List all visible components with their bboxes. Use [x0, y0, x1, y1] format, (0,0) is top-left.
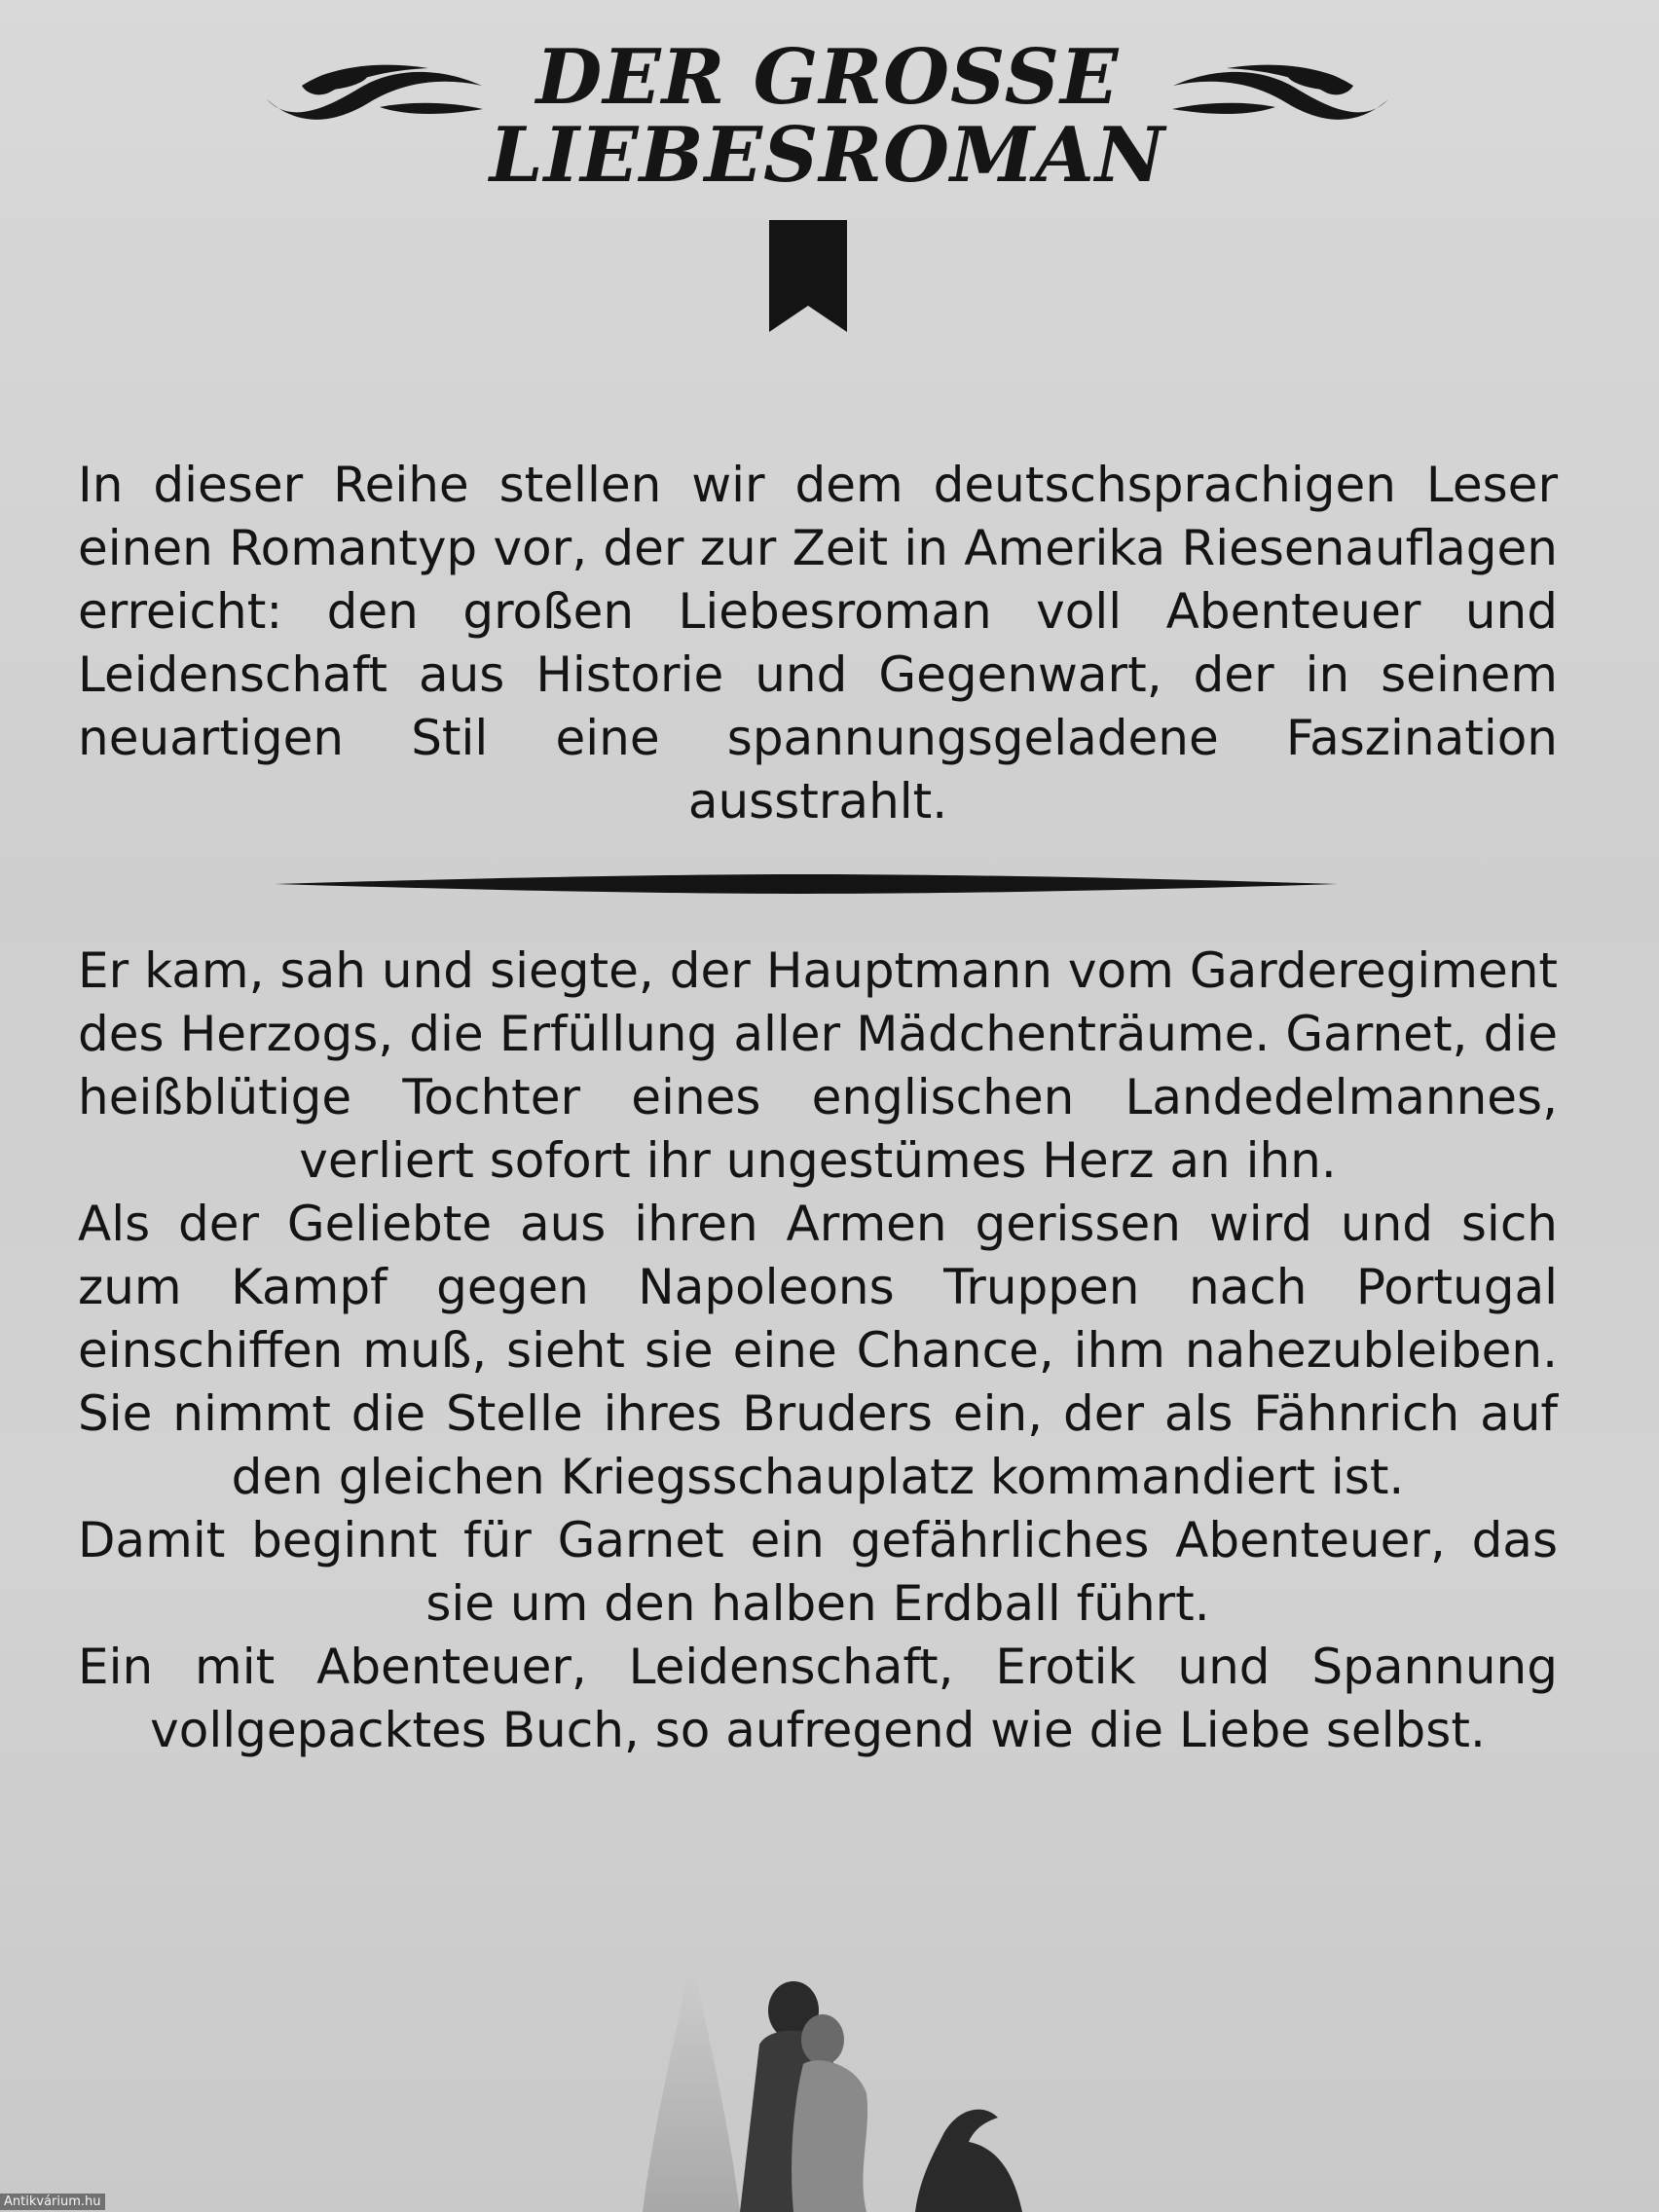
series-title	[263, 33, 1392, 200]
series-header	[263, 33, 1392, 214]
book-blurb	[78, 940, 1558, 1762]
series-title-line-2: LIEBESROMAN	[489, 111, 1166, 200]
series-intro	[78, 454, 1558, 833]
cover-photo-couple	[623, 1937, 1071, 2212]
bookmark-icon	[769, 220, 847, 332]
blurb-paragraph-4: Ein mit Abenteuer, Leidenschaft, Erotik und Spannung vollgepacktes Buch, so aufregend wie die Liebe selbst.	[78, 1639, 1558, 1758]
intro-paragraph: In dieser Reihe stellen wir dem deutschsprachigen Leser einen Romantyp vor, der zur Zeit in Amerika Riesenauflagen erreicht: den großen Liebesroman voll Abenteuer und Leidenschaft aus Historie und Gegenwart, der in seinem neuartigen Stil eine spannungsgeladene Faszination ausstrahlt.	[78, 457, 1558, 830]
blurb-paragraph-1: Er kam, sah und siegte, der Hauptmann vom Garderegiment des Herzogs, die Erfüllung aller Mädchenträume. Garnet, die heißblütige Tochter eines englischen Landedelmannes, verliert sofort ihr ungestümes Herz an ihn.	[78, 942, 1558, 1189]
divider-rule	[275, 870, 1338, 898]
series-title-line-1: DER GROSSE	[535, 33, 1120, 122]
blurb-paragraph-2: Als der Geliebte aus ihren Armen gerissen wird und sich zum Kampf gegen Napoleons Truppen nach Portugal einschiffen muß, sieht sie eine Chance, ihm nahezubleiben. Sie nimmt die Stelle ihres Bruders ein, der als Fähnrich auf den gleichen Kriegsschauplatz kommandiert ist.	[78, 1196, 1558, 1505]
watermark: Antikvárium.hu	[0, 2194, 105, 2210]
blurb-paragraph-3: Damit beginnt für Garnet ein gefährliches Abenteuer, das sie um den halben Erdball führt.	[78, 1512, 1558, 1632]
